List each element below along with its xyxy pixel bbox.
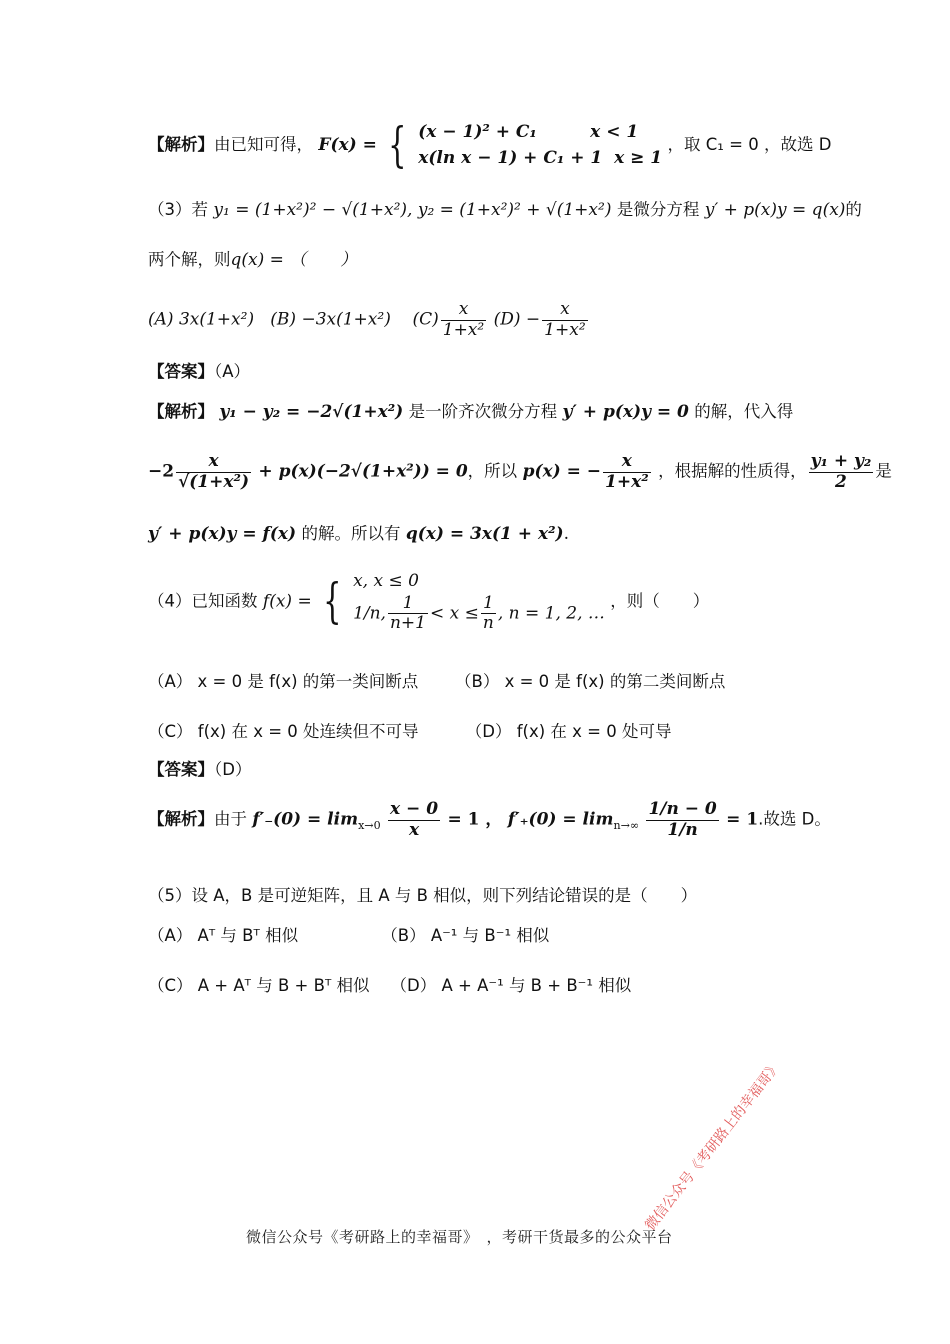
fraction: $\frac{\text{y₁ + y₂}}{2}$ — [810, 451, 872, 492]
brace: { — [323, 573, 342, 630]
fraction: $\frac{x}{\text{1+x²}}$ — [544, 299, 586, 340]
question-5-options-cd — [148, 978, 631, 995]
piecewise-cases: (x − 1)² + C₁ x < 1 x(ln x − 1) + C₁ + 1 x ≥ 1 — [418, 122, 663, 168]
question-5: （5）设 A，B 是可逆矩阵，且 A 与 B 相似，则下列结论错误的是（ ） — [148, 886, 698, 905]
option-b: （B） x = 0 是 f(x) 的第二类间断点 — [455, 672, 726, 691]
option-a: （A） x = 0 是 f(x) 的第一类间断点 — [148, 672, 419, 691]
fraction: $\frac{x}{\text{√(1+x²)}}$ — [178, 451, 249, 492]
solution-3-line3: y′ + p(x)y = f(x) 的解。所以有 q(x) = 3x(1 + x²). — [148, 524, 569, 544]
answer-4: 【答案】（D） — [148, 760, 252, 779]
analysis-tag: 【解析】 — [148, 135, 214, 154]
watermark: 微信公众号《考研路上的幸福哥》 — [642, 1058, 785, 1234]
solution-1: 【解析】由已知可得， F(x) = { (x − 1)² + C₁ x < 1 x(ln x − 1) + C₁ + 1 x ≥ 1 ，取 C₁ = 0 ，故选 D — [148, 116, 832, 173]
question-4-options-ab — [148, 674, 725, 691]
option-a: （A） Aᵀ 与 Bᵀ 相似 — [148, 926, 299, 945]
option-d: (D) − — [493, 309, 541, 330]
option-c: （C） f(x) 在 x = 0 处连续但不可导 — [148, 722, 419, 741]
question-4-options-cd — [148, 724, 671, 741]
question-3-options — [148, 300, 590, 340]
question-3-line2: 两个解，则q(x) = （ ） — [148, 250, 358, 270]
option-d: （D） f(x) 在 x = 0 处可导 — [465, 722, 672, 741]
fraction: $\frac{x - 0}{x}$ — [390, 799, 439, 840]
fraction: $\frac{1/n - 0}{1/n}$ — [648, 799, 717, 840]
footer: 微信公众号《考研路上的幸福哥》 ，考研干货最多的公众平台 — [246, 1228, 673, 1246]
question-4: （4）已知函数 f(x) = { x, x ≤ 0 1/n, $\frac{1}{n+1}$ < x ≤ $\frac{1}{n}$ , n = 1, 2, … ，则（ ） — [148, 571, 710, 634]
option-b: （B） A⁻¹ 与 B⁻¹ 相似 — [381, 926, 550, 945]
option-c: （C） A + Aᵀ 与 B + Bᵀ 相似 — [148, 976, 370, 995]
solution-3-line2: −2 $\frac{x}{\text{√(1+x²)}}$ + p(x)(−2√(1+x²)) = 0，所以 p(x) = − $\frac{x}{\text{1+x²}}$ ，根据解的性质得， $\frac{\text{y₁ + y₂}}{2}$ 是 — [148, 451, 892, 492]
option-d: （D） A + A⁻¹ 与 B + B⁻¹ 相似 — [390, 976, 632, 995]
option-c: (C) — [412, 309, 439, 330]
option-b: (B) −3x(1+x²) — [270, 309, 391, 330]
fraction: $\frac{1}{n+1}$ — [389, 592, 426, 634]
function-F: F(x) = — [318, 135, 377, 155]
solution-3-line1: 【解析】 y₁ − y₂ = −2√(1+x²) 是一阶齐次微分方程 y′ + p(x)y = 0 的解，代入得 — [148, 402, 794, 422]
fraction: $\frac{x}{\text{1+x²}}$ — [442, 299, 485, 340]
answer-3: 【答案】（A） — [148, 362, 251, 381]
question-5-options-ab — [148, 928, 549, 945]
option-a: (A) 3x(1+x²) — [148, 309, 255, 330]
question-3: （3）若 y₁ = (1+x²)² − √(1+x²), y₂ = (1+x²)² + √(1+x²) 是微分方程 y′ + p(x)y = q(x)的 — [148, 200, 862, 220]
solution-4: 【解析】由于 $f'_-(0) = \lim_{x\to 0}$ $\frac{x - 0}{x}$ = 1 ， $f'_+(0) = \lim_{n\to\infty}$ $\frac{1/n - 0}{1/n}$ = 1.故选 D。 — [148, 799, 831, 840]
fraction: $\frac{1}{n}$ — [482, 592, 494, 634]
piecewise-cases: x, x ≤ 0 1/n, $\frac{1}{n+1}$ < x ≤ $\frac{1}{n}$ , n = 1, 2, … — [353, 571, 605, 634]
brace: { — [388, 116, 407, 173]
fraction: $\frac{x}{\text{1+x²}}$ — [605, 451, 649, 492]
